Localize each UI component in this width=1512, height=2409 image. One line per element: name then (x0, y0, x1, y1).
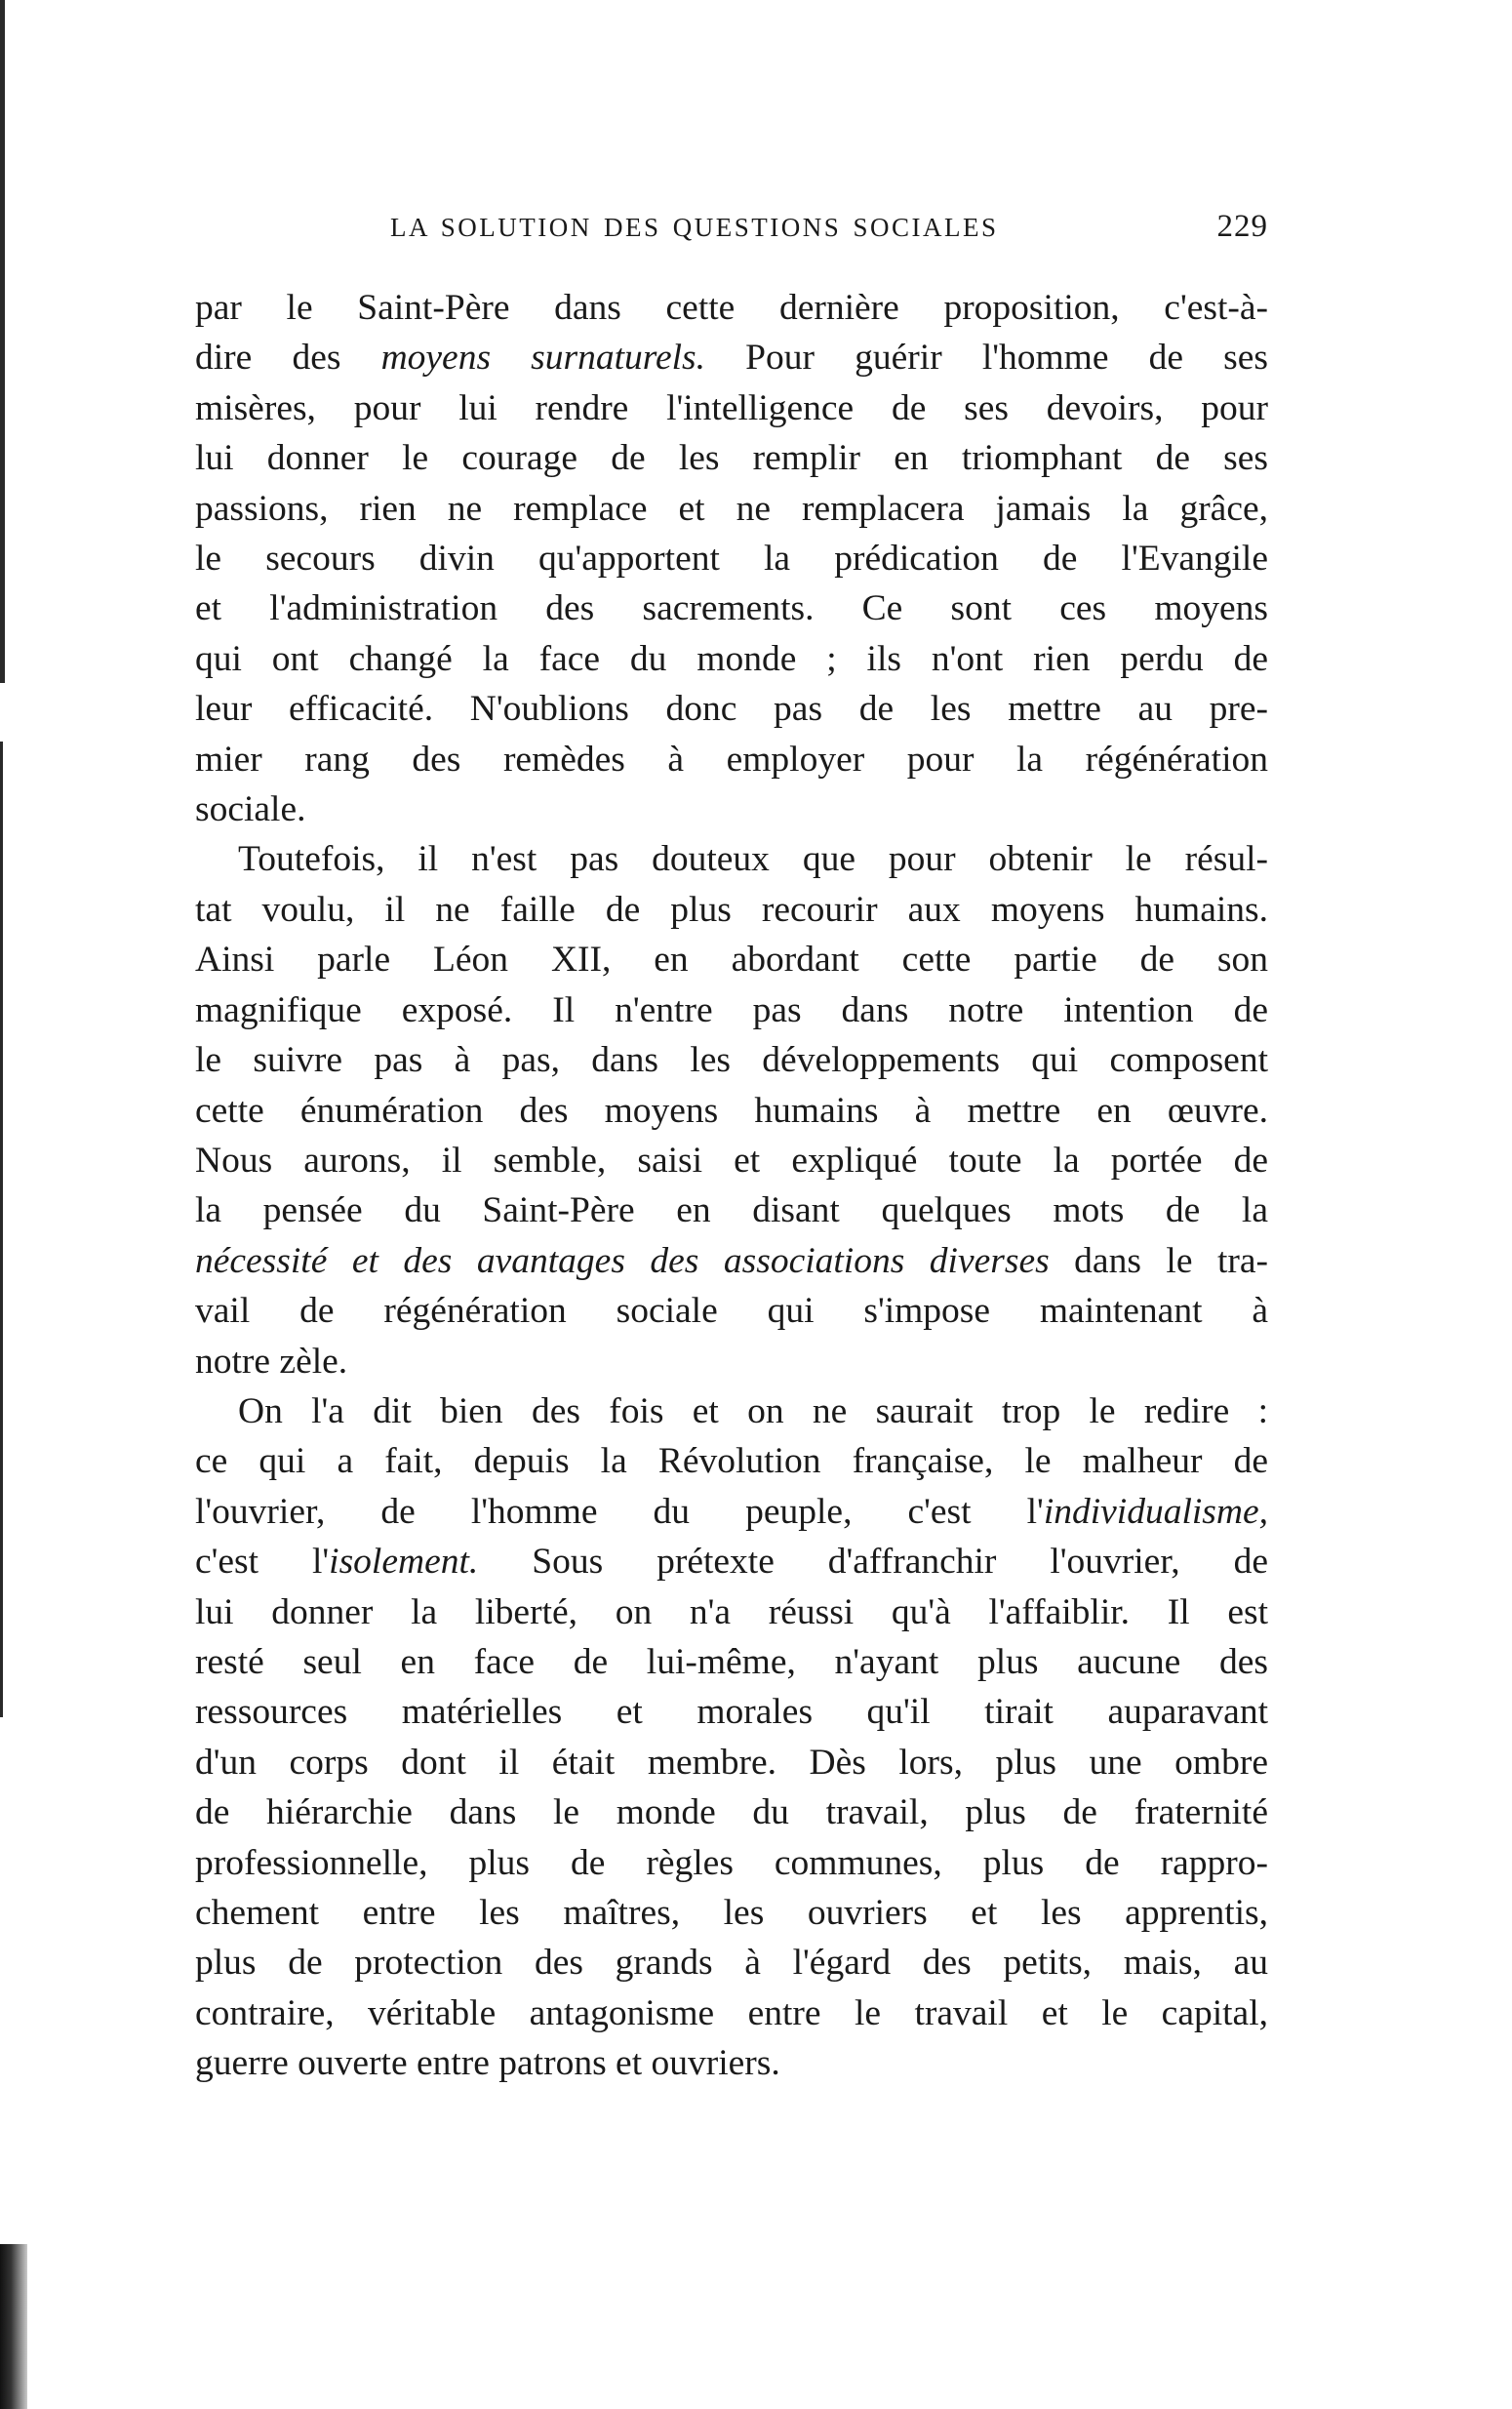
text-line (195, 1436, 1268, 1486)
text-run: notre zèle. (195, 1341, 348, 1382)
text-line (195, 1035, 1268, 1085)
text-line (195, 1185, 1268, 1235)
text-run: l'ouvrier, de l'homme du peuple, c'est l' (195, 1491, 1044, 1532)
text-line (195, 1236, 1268, 1286)
text-run: lui donner le courage de les remplir en triomphant de ses (195, 438, 1268, 479)
text-run: sociale. (195, 789, 306, 830)
text-line (195, 1938, 1268, 1987)
text-run: guerre ouverte entre patrons et ouvriers. (195, 2043, 780, 2084)
text-line (195, 1136, 1268, 1185)
page-header (195, 209, 1268, 261)
text-line (195, 935, 1268, 984)
text-run: tat voulu, il ne faille de plus recourir aux moyens humains. (195, 889, 1268, 930)
italic-text: nécessité et des avantages des associations diverses (195, 1240, 1050, 1281)
text-line (195, 735, 1268, 784)
text-run: vail de régénération sociale qui s'impose maintenant à (195, 1291, 1268, 1332)
text-run: contraire, véritable antagonisme entre le travail et le capital, (195, 1992, 1268, 2033)
text-run: et l'administration des sacrements. Ce sont ces moyens (195, 588, 1268, 629)
text-line (195, 2038, 1268, 2088)
text-run: chement entre les maîtres, les ouvriers et les apprentis, (195, 1893, 1268, 1933)
page-binding-shadow (0, 2244, 27, 2409)
text-run: de hiérarchie dans le monde du travail, plus de fraternité (195, 1792, 1268, 1833)
text-run: qui ont changé la face du monde ; ils n'ont rien perdu de (195, 638, 1268, 679)
text-run: dire des (195, 338, 381, 379)
text-line (195, 1587, 1268, 1637)
text-line (195, 1787, 1268, 1837)
text-run: Toutefois, il n'est pas douteux que pour obtenir le résul- (238, 839, 1268, 880)
italic-text: individualisme, (1043, 1491, 1268, 1532)
text-line (195, 1838, 1268, 1888)
text-run: dans le tra- (1049, 1240, 1268, 1281)
text-run: Sous prétexte d'affranchir l'ouvrier, de (478, 1542, 1269, 1583)
text-run: ce qui a fait, depuis la Révolution française, le malheur de (195, 1441, 1268, 1482)
text-line (195, 1086, 1268, 1136)
text-line (195, 1337, 1268, 1386)
text-line (195, 885, 1268, 935)
text-run: cette énumération des moyens humains à mettre en œuvre. (195, 1090, 1268, 1131)
page-body (195, 283, 1268, 2089)
text-run: lui donner la liberté, on n'a réussi qu'à l'affaiblir. Il est (195, 1591, 1268, 1632)
text-run: Nous aurons, il semble, saisi et expliqué toute la portée de (195, 1140, 1268, 1181)
text-run: leur efficacité. N'oublions donc pas de les mettre au pre- (195, 689, 1268, 730)
text-line (195, 784, 1268, 834)
text-line (195, 1386, 1268, 1436)
paragraph (195, 834, 1268, 1385)
text-run: professionnelle, plus de règles communes, plus de rappro- (195, 1842, 1268, 1883)
page-binding-edge (0, 742, 3, 1717)
text-run: plus de protection des grands à l'égard des petits, mais, au (195, 1943, 1268, 1984)
running-title: LA SOLUTION DES QUESTIONS SOCIALES (390, 213, 999, 242)
text-line (195, 1888, 1268, 1938)
text-line (195, 1286, 1268, 1336)
text-line (195, 383, 1268, 433)
text-run: magnifique exposé. Il n'entre pas dans notre intention de (195, 989, 1268, 1030)
text-run: par le Saint-Père dans cette dernière proposition, c'est-à- (195, 288, 1268, 328)
text-line (195, 484, 1268, 534)
text-run: d'un corps dont il était membre. Dès lors, plus une ombre (195, 1742, 1268, 1783)
text-run: ressources matérielles et morales qu'il tirait auparavant (195, 1692, 1268, 1733)
text-line (195, 985, 1268, 1035)
text-line (195, 1738, 1268, 1787)
text-line (195, 283, 1268, 333)
text-run: le suivre pas à pas, dans les développements qui composent (195, 1040, 1268, 1081)
text-run: passions, rien ne remplace et ne remplacera jamais la grâce, (195, 488, 1268, 529)
text-line (195, 684, 1268, 734)
text-line (195, 1988, 1268, 2038)
text-line (195, 534, 1268, 583)
text-line (195, 433, 1268, 483)
text-run: mier rang des remèdes à employer pour la régénération (195, 739, 1268, 780)
page-number: 229 (1216, 209, 1268, 244)
text-line (195, 583, 1268, 633)
text-line (195, 333, 1268, 382)
text-run: Pour guérir l'homme de ses (705, 338, 1268, 379)
text-line (195, 1687, 1268, 1737)
text-line (195, 1487, 1268, 1537)
text-run: resté seul en face de lui-même, n'ayant plus aucune des (195, 1641, 1268, 1682)
text-run: Ainsi parle Léon XII, en abordant cette partie de son (195, 940, 1268, 981)
text-run: misères, pour lui rendre l'intelligence de ses devoirs, pour (195, 387, 1268, 428)
text-run: c'est l' (195, 1542, 330, 1583)
text-run: la pensée du Saint-Père en disant quelques mots de la (195, 1190, 1268, 1231)
text-run: On l'a dit bien des fois et on ne saurait trop le redire : (238, 1390, 1268, 1431)
paragraph (195, 1386, 1268, 2089)
paragraph (195, 283, 1268, 834)
text-line (195, 1537, 1268, 1586)
text-line (195, 634, 1268, 684)
text-run: le secours divin qu'apportent la prédication de l'Evangile (195, 539, 1268, 580)
italic-text: isolement. (329, 1542, 479, 1583)
italic-text: moyens surnaturels. (380, 338, 706, 379)
page-binding-edge (0, 0, 5, 683)
text-line (195, 1637, 1268, 1687)
text-line (195, 834, 1268, 884)
